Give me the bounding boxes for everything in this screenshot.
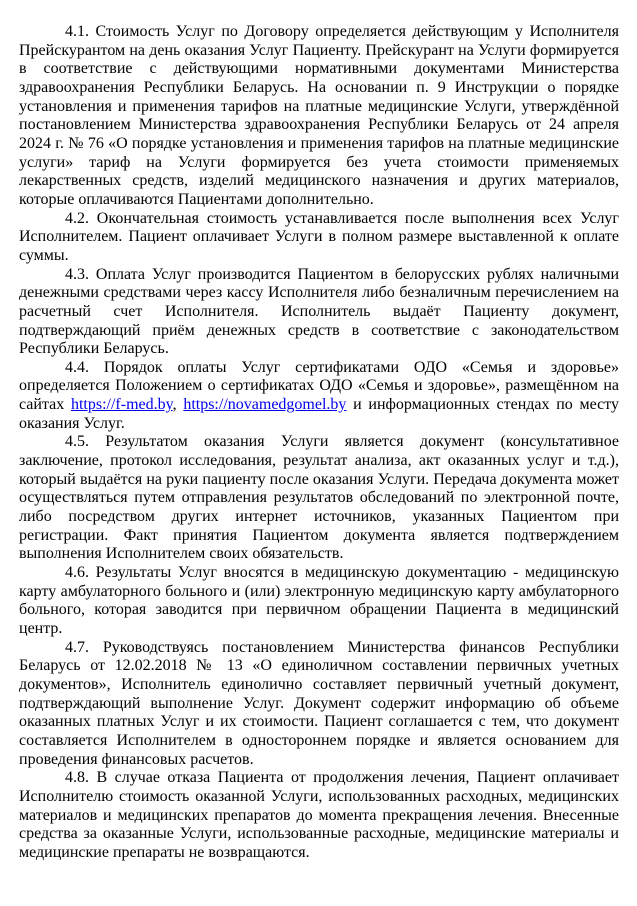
paragraph-4-6: 4.6. Результаты Услуг вносятся в медицинскую документацию - медицинскую карту амбулаторного больного и (или) электронную медицинскую карту амбулаторного больного, которая заводится при первичном обращении Пациента в медицинский центр. [19,564,619,637]
paragraph-4-1: 4.1. Стоимость Услуг по Договору определяется действующим у Исполнителя Прейскурантом на день оказания Услуг Пациенту. Прейскурант на Услуги формируется в соответствие с действующими нормативными документами Министерства здравоохранения Республики Беларусь. На основании п. 9 Инструкции о порядке установления и применения тарифов на платные медицинские Услуги, утверждённой постановлением Министерства здравоохранения Республики Беларусь от 24 апреля 2024 г. № 76 «О порядке установления и применения тарифов на платные медицинские услуги» тариф на Услуги формируется без учета стоимости применяемых лекарственных средств, изделий медицинского назначения и других материалов, которые оплачиваются Пациентами дополнительно. [19,23,619,208]
paragraph-4-4 [19,359,619,434]
paragraph-4-5: 4.5. Результатом оказания Услуги является документ (консультативное заключение, протокол исследования, результат анализа, акт оказанных услуг и т.д.), который выдаётся на руки пациенту после оказания Услуги. Передача документа может осуществляться путем отправления результатов обследований по электронной почте, либо посредством других интернет источников, указанных Пациентом при регистрации. Факт принятия Пациентом документа является подтверждением выполнения Исполнителем своих обязательств. [19,433,619,563]
paragraph-4-3: 4.3. Оплата Услуг производится Пациентом в белорусских рублях наличными денежными средствами через кассу Исполнителя либо безналичным перечислением на расчетный счет Исполнителя. Исполнитель выдаёт Пациенту документ, подтверждающий приём денежных средств в соответствие с законодательством Республики Беларусь. [19,265,619,358]
link-novamedgomel-by[interactable]: https://novamedgomel.by [183,396,347,414]
paragraph-4-4-separator: , [172,396,184,414]
paragraph-4-4-text-after: и информационных стендах по месту оказания Услуг. [19,396,619,432]
paragraph-4-4-text-before: 4.4. Порядок оплаты Услуг сертификатами ОДО «Семья и здоровье» определяется Положением о сертификатах ОДО «Семья и здоровье», размещённом на сайтах [19,358,619,414]
paragraph-4-8: 4.8. В случае отказа Пациента от продолжения лечения, Пациент оплачивает Исполнителю стоимость оказанной Услуги, использованных расходных, медицинских материалов и медицинских препаратов до момента прекращения лечения. Внесенные средства за оказанные Услуги, использованные расходные, медицинские материалы и медицинские препараты не возвращаются. [19,769,619,861]
paragraph-4-2: 4.2. Окончательная стоимость устанавливается после выполнения всех Услуг Исполнителем. Пациент оплачивает Услуги в полном размере выставленной к оплате суммы. [19,209,619,264]
paragraph-4-7: 4.7. Руководствуясь постановлением Министерства финансов Республики Беларусь от 12.02.2018 № 13 «О единоличном составлении первичных учетных документов», Исполнитель единолично составляет первичный учетный документ, подтверждающий выполнение Услуг. Документ содержит информацию об объеме оказанных платных Услуг и их стоимости. Пациент соглашается с тем, что документ составляется Исполнителем в одностороннем порядке и является основанием для проведения финансовых расчетов. [19,638,619,768]
link-f-med-by[interactable]: https://f-med.by [70,396,173,414]
